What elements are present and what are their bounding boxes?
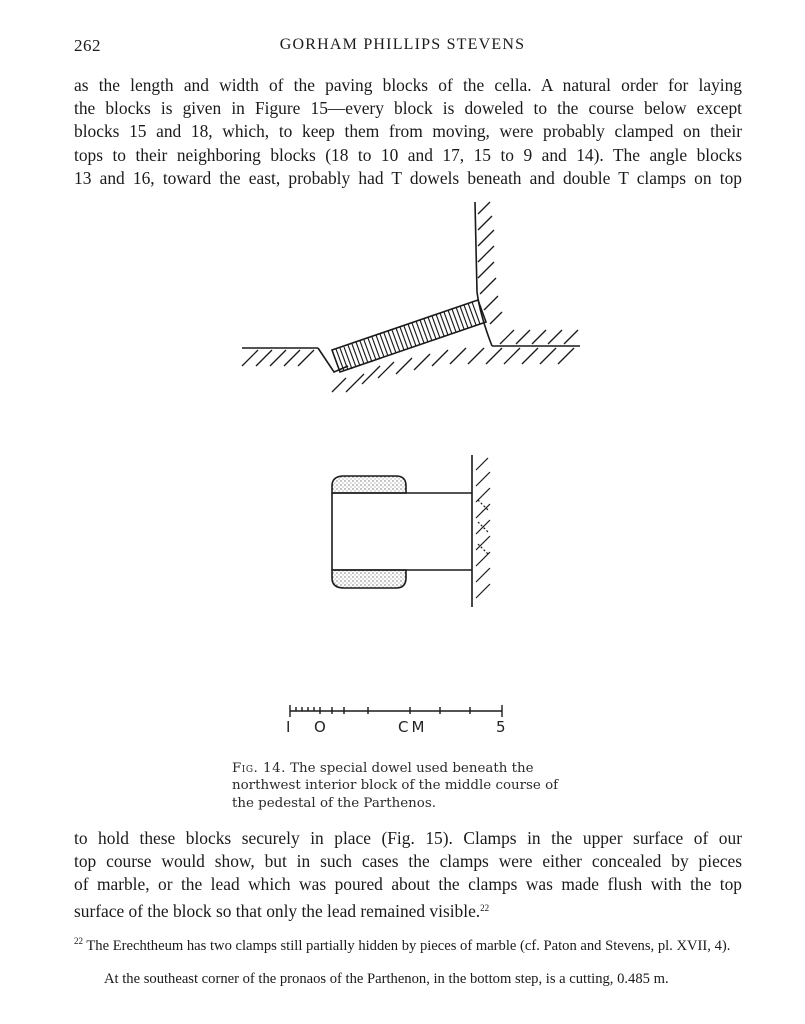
paragraph-line: of marble, or the lead which was poured about the clamps was made flush with the top [74,874,742,895]
scale-label-one: I [286,718,294,736]
paragraph-line-text: surface of the block so that only the lead remained visible. [74,900,481,921]
paragraph-line: to hold these blocks securely in place (Fig. 15). Clamps in the upper surface of our [74,828,742,848]
scale-label-zero: O [314,718,329,736]
paragraph-line: the blocks is given in Figure 15—every block is doweled to the course below except [74,98,742,119]
scale-label-unit: CM [398,718,428,736]
scale-label-five: 5 [496,718,509,736]
footnote-22 [74,932,742,956]
dowel-plan-view [332,455,472,607]
paragraph-2 [74,827,742,923]
footnote-reference[interactable]: 22 [480,902,490,913]
caption-label: Fig. 14. [232,761,286,776]
scale-bar [290,705,502,717]
footnote-text: The Erechtheum has two clamps still partially hidden by pieces of marble (cf. Paton and Stevens, pl. XVII, 4). [86,938,731,954]
stone-hatching [242,202,578,392]
paragraph-line [74,897,742,923]
paragraph-line: tops to their neighboring blocks (18 to 10 and 17, 15 to 9 and 14). The angle blocks [74,144,742,165]
figure-caption [232,760,582,812]
page-number: 262 [74,36,101,55]
caption-text: The special dowel used beneath the northwest interior block of the middle course of the pedestal of the Parthenos. [232,761,559,811]
paragraph-line: as the length and width of the paving blocks of the cella. A natural order for laying [74,75,742,95]
footnote-number: 22 [74,936,83,946]
paragraph-line: blocks 15 and 18, which, to keep them from moving, were probably clamped on their [74,121,742,142]
paragraph-line: 13 and 16, toward the east, probably had T dowels beneath and double T clamps on top [74,167,742,188]
dowel-hatching [336,302,480,371]
footnote-continuation: At the southeast corner of the pronaos of the Parthenon, in the bottom step, is a cutting, 0.485 m. [104,971,669,987]
paragraph-line: top course would show, but in such cases the clamps were either concealed by pieces [74,851,742,872]
plan-wall-hatching [476,458,490,598]
running-head: GORHAM PHILLIPS STEVENS [279,36,526,53]
